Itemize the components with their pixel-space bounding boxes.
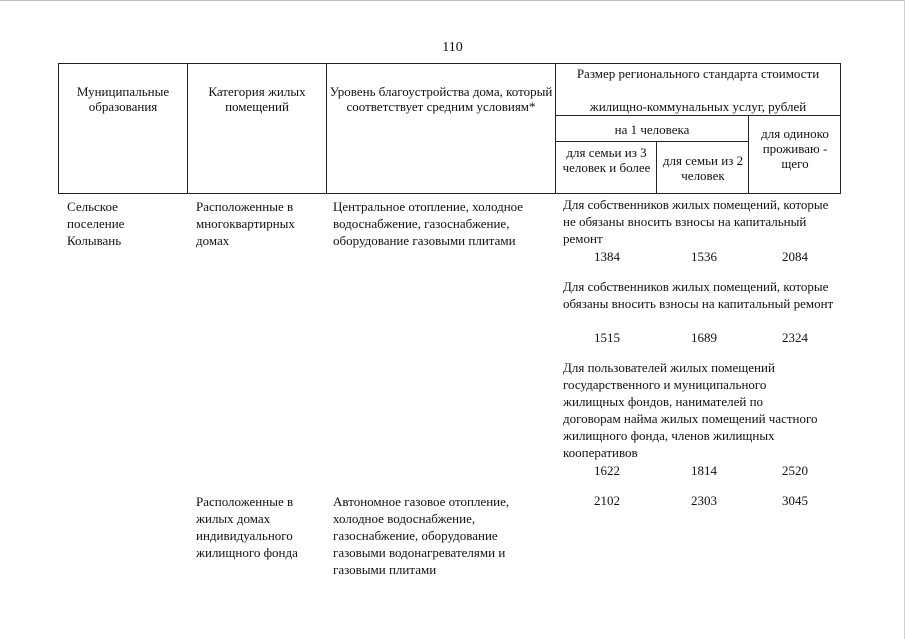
municipality-name: Сельское поселение Колывань bbox=[67, 199, 125, 248]
header-size-line1: Размер регионального стандарта стоимости bbox=[576, 66, 820, 81]
value-single-g1: 2084 bbox=[782, 249, 808, 264]
header-single: для одиноко проживаю - щего bbox=[761, 126, 829, 171]
col-border-4 bbox=[656, 141, 657, 194]
value-family3-g3: 1622 bbox=[594, 463, 620, 478]
top-edge bbox=[0, 0, 905, 1]
value-family3-individual: 2102 bbox=[594, 493, 620, 508]
col-border-3 bbox=[555, 63, 556, 194]
value-family2-g2: 1689 bbox=[691, 330, 717, 345]
size-header-divider bbox=[555, 115, 841, 116]
value-family3-g2: 1515 bbox=[594, 330, 620, 345]
level-individual: Автономное газовое отопление, холодное водоснабжение, газоснабжение, оборудование газовыми водонагревателями и газовыми плитами bbox=[333, 494, 510, 577]
category-apartment: Расположенные в многоквартирных домах bbox=[196, 199, 295, 248]
group-label-1: Для собственников жилых помещений, которые не обязаны вносить взносы на капитальный ремонт bbox=[563, 197, 829, 246]
header-level: Уровень благоустройства дома, который соответствует средним условиям* bbox=[329, 84, 553, 114]
header-size-line2: жилищно-коммунальных услуг, рублей bbox=[589, 99, 807, 114]
header-family3: для семьи из 3 человек и более bbox=[562, 145, 651, 175]
level-apartment: Центральное отопление, холодное водоснабжение, газоснабжение, оборудование газовыми плитами bbox=[333, 199, 524, 248]
header-family2: для семьи из 2 человек bbox=[662, 153, 744, 183]
per-person-divider bbox=[555, 141, 748, 142]
header-category: Категория жилых помещений bbox=[208, 84, 306, 114]
value-family2-g3: 1814 bbox=[691, 463, 717, 478]
value-single-g2: 2324 bbox=[782, 330, 808, 345]
value-family2-individual: 2303 bbox=[691, 493, 717, 508]
value-family2-g1: 1536 bbox=[691, 249, 717, 264]
header-bottom-border bbox=[58, 193, 841, 194]
group-label-3: Для пользователей жилых помещений государственного и муниципального жилищных фондов, нанимателей по договорам найма жилых помещений частного жилищного фонда, членов жилищных кооперативов bbox=[563, 360, 818, 460]
value-single-g3: 2520 bbox=[782, 463, 808, 478]
group-label-2: Для собственников жилых помещений, которые обязаны вносить взносы на капитальный ремонт bbox=[563, 279, 834, 311]
col-border-2 bbox=[326, 63, 327, 194]
col-border-6 bbox=[840, 63, 841, 194]
value-single-individual: 3045 bbox=[782, 493, 808, 508]
category-individual: Расположенные в жилых домах индивидуального жилищного фонда bbox=[196, 494, 298, 560]
page-number: 110 bbox=[442, 40, 463, 55]
col-border-1 bbox=[187, 63, 188, 194]
value-family3-g1: 1384 bbox=[594, 249, 620, 264]
col-border-5 bbox=[748, 115, 749, 194]
header-per-person: на 1 человека bbox=[614, 122, 690, 137]
col-border-0 bbox=[58, 63, 59, 194]
header-municipal: Муниципальные образования bbox=[76, 84, 170, 114]
table-top-border bbox=[58, 63, 841, 64]
